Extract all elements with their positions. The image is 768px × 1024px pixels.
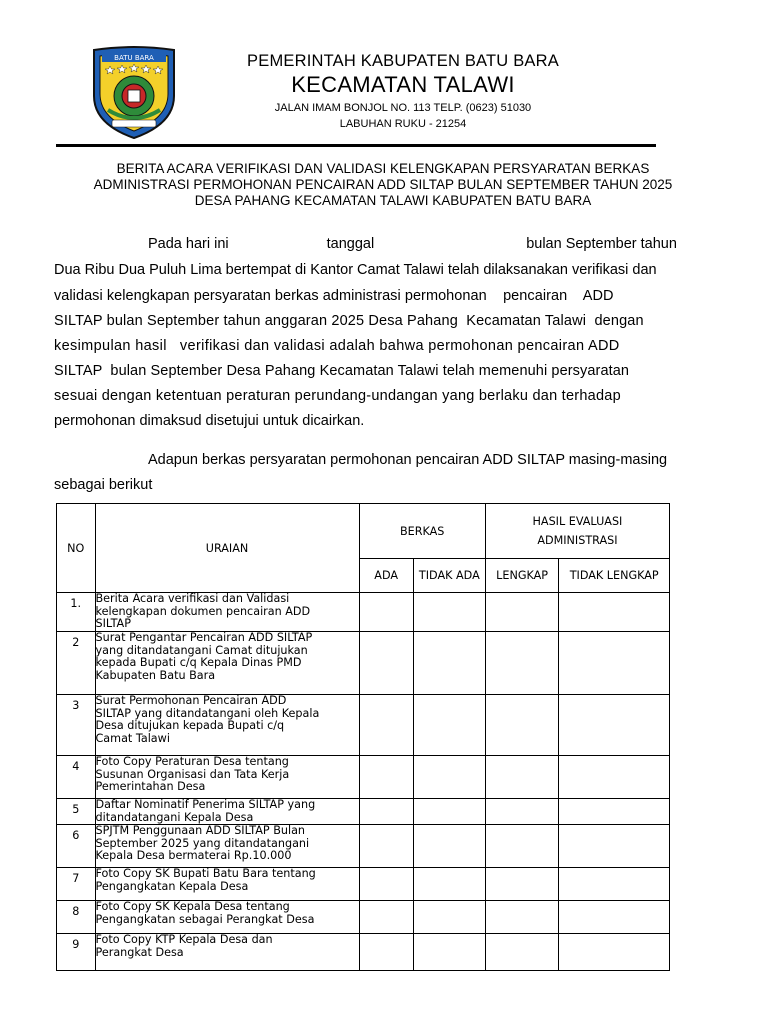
description-line: Surat Pengantar Pencairan ADD SILTAP [95, 631, 313, 644]
ada-cell [359, 756, 413, 799]
tidak-lengkap-cell [559, 825, 670, 868]
paragraph-line: Dua Ribu Dua Puluh Lima bertempat di Kantor Camat Talawi telah dilaksanakan verifikasi dan [54, 262, 657, 278]
tidak-ada-cell [413, 868, 485, 901]
description-line: Pemerintahan Desa [95, 780, 206, 793]
district-name: KECAMATAN TALAWI [291, 72, 515, 97]
row-number: 7 [57, 868, 96, 901]
description-line: ditandatangani Kepala Desa [95, 810, 254, 824]
tidak-lengkap-cell [559, 799, 670, 825]
description-line: SILTAP yang ditandatangani oleh Kepala [95, 706, 320, 720]
header-hasil-line-1: HASIL EVALUASI [532, 515, 623, 528]
lengkap-cell [485, 695, 558, 756]
description-line: Foto Copy SK Bupati Batu Bara tentang [95, 867, 316, 880]
lengkap-cell [485, 632, 558, 695]
description-line: Daftar Nominatif Penerima SILTAP yang [95, 798, 316, 811]
row-number: 2 [57, 632, 96, 695]
header-hasil-line-2: ADMINISTRASI [537, 534, 618, 547]
description-line: Pengangkatan Kepala Desa [95, 879, 249, 893]
row-number: 4 [57, 756, 96, 799]
lengkap-cell [485, 756, 558, 799]
paragraph-line: permohonan dimaksud disetujui untuk dicairkan. [54, 413, 365, 429]
table-row [57, 799, 670, 825]
document-title-line-2: ADMINISTRASI PERMOHONAN PENCAIRAN ADD SILTAP BULAN SEPTEMBER TAHUN 2025 [93, 177, 673, 192]
table-row [57, 868, 670, 901]
lengkap-cell [485, 901, 558, 934]
description-line: Desa ditujukan kepada Bupati c/q [95, 719, 285, 732]
description-line: kepada Bupati c/q Kepala Dinas PMD [95, 656, 302, 669]
tidak-lengkap-cell [559, 695, 670, 756]
lengkap-cell [485, 825, 558, 868]
ada-cell [359, 695, 413, 756]
header-no: NO [57, 504, 96, 593]
tidak-ada-cell [413, 695, 485, 756]
tidak-ada-cell [413, 632, 485, 695]
row-description [95, 868, 359, 901]
description-line: Kepala Desa bermaterai Rp.10.000 [95, 849, 292, 862]
row-description [95, 695, 359, 756]
table-row [57, 695, 670, 756]
row-description [95, 901, 359, 934]
row-number: 9 [57, 934, 96, 971]
paragraph-line: SILTAP bulan September Desa Pahang Kecamatan Talawi telah memenuhi persyaratan [54, 363, 630, 379]
ada-cell [359, 868, 413, 901]
table-row [57, 593, 670, 632]
paragraph-line: Adapun berkas persyaratan permohonan pencairan ADD SILTAP masing-masing [148, 452, 668, 468]
ada-cell [359, 632, 413, 695]
tidak-lengkap-cell [559, 868, 670, 901]
lengkap-cell [485, 799, 558, 825]
row-number: 8 [57, 901, 96, 934]
ada-cell [359, 934, 413, 971]
day-label: Pada hari ini [148, 236, 229, 252]
description-line: Foto Copy KTP Kepala Desa dan [95, 933, 273, 946]
tidak-ada-cell [413, 901, 485, 934]
table-row [57, 934, 670, 971]
description-line: Foto Copy Peraturan Desa tentang [95, 755, 289, 768]
description-line: September 2025 yang ditandatangani [95, 836, 310, 850]
batu-bara-emblem-logo [88, 44, 180, 140]
row-number: 3 [57, 695, 96, 756]
tidak-ada-cell [413, 799, 485, 825]
row-description [95, 825, 359, 868]
paragraph-line: SILTAP bulan September tahun anggaran 2025 Desa Pahang Kecamatan Talawi dengan [54, 313, 644, 329]
month-label: bulan September tahun [526, 236, 677, 252]
ada-cell [359, 593, 413, 632]
description-line: Surat Permohonan Pencairan ADD [95, 694, 287, 707]
tidak-ada-cell [413, 934, 485, 971]
description-line: kelengkapan dokumen pencairan ADD [95, 604, 311, 618]
description-line: Foto Copy SK Kepala Desa tentang [95, 900, 290, 913]
document-title-line-3: DESA PAHANG KECAMATAN TALAWI KABUPATEN BATU BARA [194, 193, 592, 208]
row-description [95, 799, 359, 825]
paragraph-line [54, 236, 709, 256]
table-row [57, 756, 670, 799]
tidak-ada-cell [413, 825, 485, 868]
table-header-row [57, 504, 670, 559]
table-row [57, 901, 670, 934]
row-number: 5 [57, 799, 96, 825]
header-hasil-evaluasi [485, 504, 669, 559]
letterhead-divider [56, 144, 656, 147]
logo-label: BATU BARA [114, 54, 154, 62]
table-row [57, 825, 670, 868]
tidak-ada-cell [413, 593, 485, 632]
header-berkas: BERKAS [359, 504, 485, 559]
header-uraian: URAIAN [95, 504, 359, 593]
ada-cell [359, 901, 413, 934]
description-line: Susunan Organisasi dan Tata Kerja [95, 767, 290, 781]
row-description [95, 593, 359, 632]
row-description [95, 934, 359, 971]
header-tidak-ada: TIDAK ADA [413, 559, 485, 593]
paragraph-line: sesuai dengan ketentuan peraturan perundang-undangan yang berlaku dan terhadap [54, 388, 621, 404]
tidak-ada-cell [413, 756, 485, 799]
tidak-lengkap-cell [559, 901, 670, 934]
description-line: yang ditandatangani Camat ditujukan [95, 643, 308, 657]
row-description [95, 756, 359, 799]
ada-cell [359, 825, 413, 868]
paragraph-line: validasi kelengkapan persyaratan berkas administrasi permohonan pencairan ADD [54, 288, 614, 304]
date-label: tanggal [326, 236, 375, 252]
header-ada: ADA [359, 559, 413, 593]
row-description [95, 632, 359, 695]
lengkap-cell [485, 934, 558, 971]
description-line: Berita Acara verifikasi dan Validasi [95, 592, 290, 605]
description-line: SILTAP [95, 617, 131, 630]
document-title-line-1: BERITA ACARA VERIFIKASI DAN VALIDASI KELENGKAPAN PERSYARATAN BERKAS [116, 161, 650, 176]
office-city: LABUHAN RUKU - 21254 [339, 118, 467, 130]
lengkap-cell [485, 593, 558, 632]
tidak-lengkap-cell [559, 756, 670, 799]
row-number: 6 [57, 825, 96, 868]
tidak-lengkap-cell [559, 934, 670, 971]
table-row [57, 632, 670, 695]
description-line: Pengangkatan sebagai Perangkat Desa [95, 912, 315, 926]
description-line: SPJTM Penggunaan ADD SILTAP Bulan [95, 824, 306, 837]
requirements-table [56, 503, 670, 971]
description-line: Kabupaten Batu Bara [95, 668, 216, 682]
header-lengkap: LENGKAP [485, 559, 558, 593]
lengkap-cell [485, 868, 558, 901]
office-address: JALAN IMAM BONJOL NO. 113 TELP. (0623) 51030 [274, 102, 532, 114]
paragraph-line: sebagai berikut [54, 477, 153, 493]
description-line: Perangkat Desa [95, 945, 184, 959]
header-tidak-lengkap: TIDAK LENGKAP [559, 559, 670, 593]
ada-cell [359, 799, 413, 825]
tidak-lengkap-cell [559, 632, 670, 695]
government-name: PEMERINTAH KABUPATEN BATU BARA [247, 52, 559, 70]
description-line: Camat Talawi [95, 731, 170, 745]
row-number: 1. [57, 593, 96, 632]
paragraph-line: kesimpulan hasil verifikasi dan validasi adalah bahwa permohonan pencairan ADD [54, 338, 620, 354]
tidak-lengkap-cell [559, 593, 670, 632]
